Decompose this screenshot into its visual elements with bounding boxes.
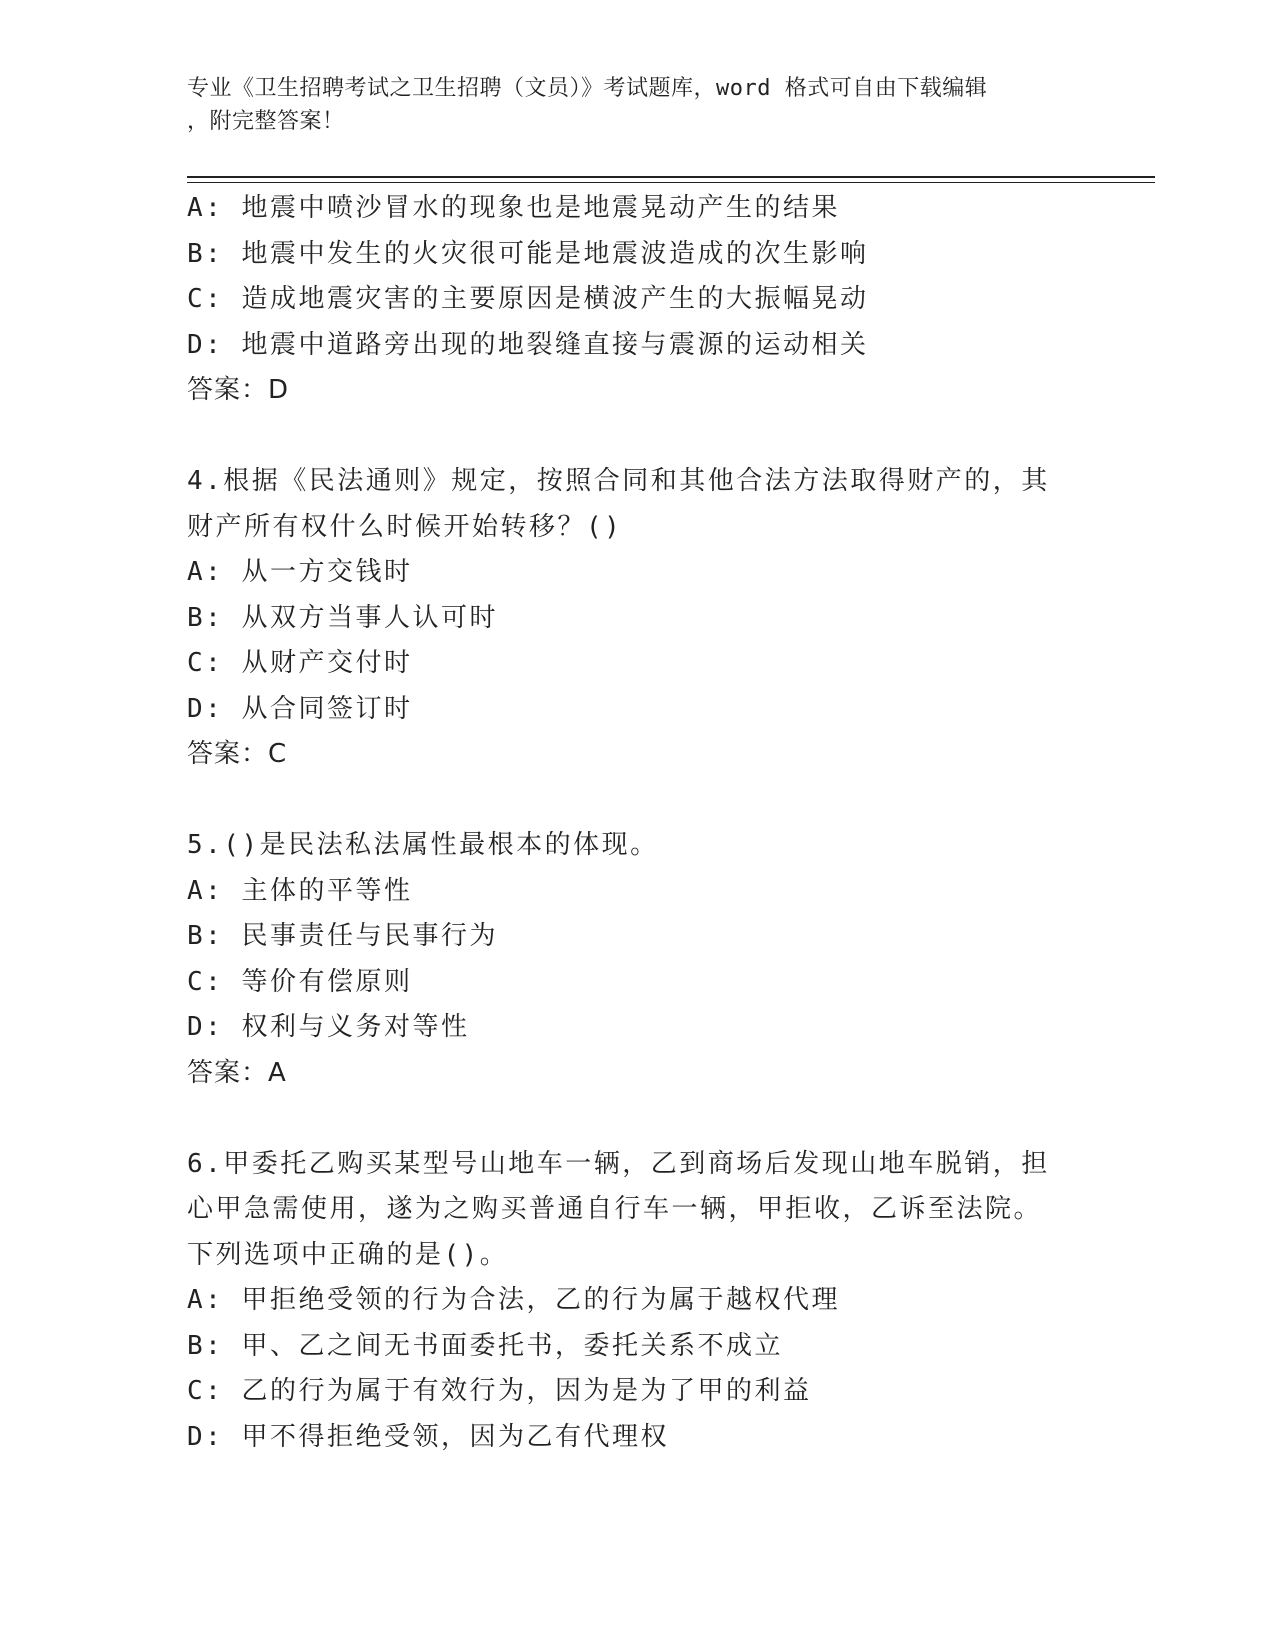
question-stem-line: 下列选项中正确的是()。	[187, 1239, 509, 1270]
option-a: A: 主体的平等性	[187, 875, 413, 906]
question-stem-line: 5.()是民法私法属性最根本的体现。	[187, 830, 659, 860]
question-stem-line: 财产所有权什么时候开始转移？()	[187, 511, 623, 542]
question-list	[187, 186, 1087, 1460]
document-header	[187, 72, 1067, 138]
answer: 答案：C	[187, 739, 288, 769]
answer: 答案：A	[187, 1057, 287, 1088]
question-4	[187, 459, 1087, 778]
header-line-2: ，附完整答案！	[187, 109, 345, 134]
option-d: D: 地震中道路旁出现的地裂缝直接与震源的运动相关	[187, 329, 869, 360]
question-3	[187, 186, 1087, 414]
option-c: C: 乙的行为属于有效行为，因为是为了甲的利益	[187, 1376, 812, 1406]
question-stem-line: 6.甲委托乙购买某型号山地车一辆，乙到商场后发现山地车脱销，担	[187, 1148, 1050, 1179]
question-stem-line: 心甲急需使用，遂为之购买普通自行车一辆，甲拒收，乙诉至法院。	[187, 1194, 1043, 1224]
option-d: D: 甲不得拒绝受领，因为乙有代理权	[187, 1421, 669, 1452]
answer: 答案：D	[187, 375, 290, 405]
option-c: C: 等价有偿原则	[187, 966, 413, 997]
spacer	[187, 414, 1087, 460]
option-b: B: 甲、乙之间无书面委托书，委托关系不成立	[187, 1330, 783, 1361]
option-b: B: 地震中发生的火灾很可能是地震波造成的次生影响	[187, 238, 869, 269]
option-a: A: 从一方交钱时	[187, 557, 413, 587]
option-d: D: 权利与义务对等性	[187, 1012, 470, 1042]
question-5	[187, 823, 1087, 1096]
question-stem-line: 4.根据《民法通则》规定，按照合同和其他合法方法取得财产的，其	[187, 466, 1050, 496]
header-line-1: 专业《卫生招聘考试之卫生招聘（文员）》考试题库，word 格式可自由下载编辑	[187, 76, 988, 101]
question-6	[187, 1142, 1087, 1461]
header-rule-thin	[187, 182, 1155, 183]
option-c: C: 从财产交付时	[187, 648, 413, 678]
option-b: B: 民事责任与民事行为	[187, 921, 498, 951]
option-a: A: 甲拒绝受领的行为合法，乙的行为属于越权代理	[187, 1285, 840, 1315]
spacer	[187, 1096, 1087, 1142]
option-a: A: 地震中喷沙冒水的现象也是地震晃动产生的结果	[187, 193, 840, 223]
option-d: D: 从合同签订时	[187, 693, 413, 724]
spacer	[187, 778, 1087, 824]
header-rule-thick	[187, 176, 1155, 178]
option-b: B: 从双方当事人认可时	[187, 602, 498, 633]
option-c: C: 造成地震灾害的主要原因是横波产生的大振幅晃动	[187, 284, 869, 314]
